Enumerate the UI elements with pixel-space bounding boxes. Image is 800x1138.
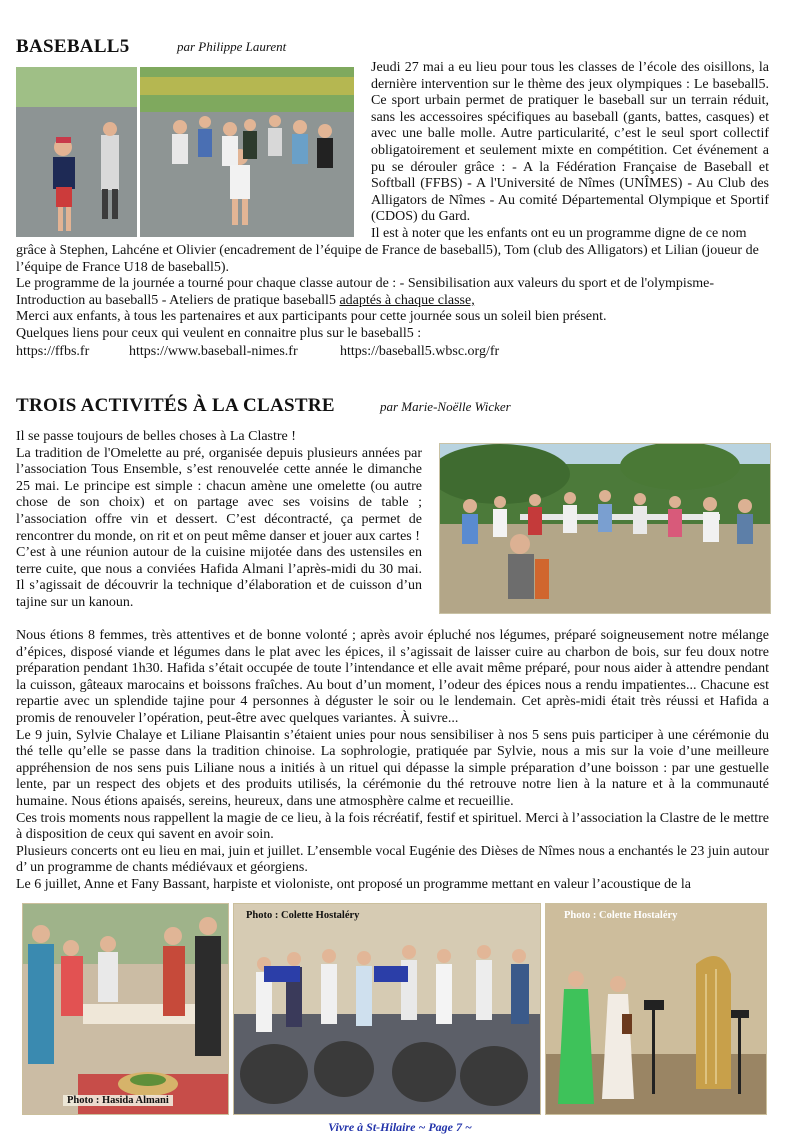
article1-paragraph-6: Quelques liens pour ceux qui veulent en connaitre plus sur le baseball5 : — [16, 325, 422, 341]
article2-omelette: La tradition de l'Omelette au pré, organisée depuis plusieurs années par l’association Tous Ensemble, s’est renouvelée cette année le dimanche 25 mai. Le principe est simple : chacun amène une omelette (ou autre chose de son choix) et on partage avec ses voisins de table ; l’association offre vin et dessert. C’est décontracté, ça permet de rencontrer du monde, on rit et on peut même danser et jouer aux cartes ! — [16, 445, 422, 544]
article2-tajine-intro: C’est à une réunion autour de la cuisine mijotée dans des ustensiles en terre cuite, que nous a conviées Hafida Almani l’après-midi du 30 mai. Il s’agissait de découvrir la technique d’élaboration et de cuisson d’un tajine sur un kanoun. — [16, 545, 422, 610]
article2-column — [16, 429, 422, 612]
photo-harp-violin — [545, 903, 767, 1115]
program-underlined: adaptés à chaque classe, — [339, 292, 475, 308]
link-baseball-nimes[interactable]: https://www.baseball-nimes.fr — [129, 344, 298, 359]
photo-child-baseball — [16, 67, 137, 237]
article2-intro: Il se passe toujours de belles choses à La Clastre ! — [16, 429, 296, 444]
article1-paragraph-4 — [16, 276, 769, 309]
article1-continued — [16, 243, 769, 343]
photo-tajine-cooking — [22, 903, 229, 1115]
article-title-baseball5: BASEBALL5 — [16, 36, 130, 57]
article2-concerts: Plusieurs concerts ont eu lieu en mai, juin et juillet. L’ensemble vocal Eugénie des Dièses de Nîmes nous a enchantés le 23 juin autour d’ un programme de chants médiévaux et géorgiens. — [16, 843, 769, 876]
page-footer: Vivre à St-Hilaire ~ Page 7 ~ — [328, 1120, 472, 1134]
article1-paragraph-3: grâce à Stephen, Lahcéne et Olivier (encadrement de l’équipe de France de baseball5), Tom (club des Alligators) et Lilian (joueur de l’équipe de France U18 de baseball5). — [16, 243, 759, 275]
article2-continued — [16, 628, 769, 894]
article1-paragraph-5: Merci aux enfants, à tous les partenaires et aux participants pour cette journée sous un soleil bien présent. — [16, 309, 607, 325]
program-text: Le programme de la journée a tourné pour chaque classe autour de : - Sensibilisation aux valeurs du sport et de l'olympisme- Introduction au baseball5 - Ateliers de pratique baseball5 — [16, 276, 715, 308]
link-baseball5-wbsc[interactable]: https://baseball5.wbsc.org/fr — [340, 344, 500, 359]
article2-tea-ceremony: Le 9 juin, Sylvie Chalaye et Liliane Plaisantin s’étaient unies pour nous sensibiliser à nos 5 sens puis participer à une cérémonie du thé telle qu’elle se passe dans la tradition chinoise. La sophrologie, pratiquée par Sylvie, nous a mis sur la voie d’une meilleure appréhension de nos sens puis Liliane nous a initiés à un rituel qui dépasse la simple préparation d’une boisson : par une gestuelle lente, par un respect des objets et des produits utilisés, la cérémonie du thé retrouve notre lien à la nature et à la communauté humaine. Nous étions apaisés, sereins, heureux, dans une atmosphère calme et recueillie. — [16, 727, 769, 809]
photo-omelette-meadow — [439, 443, 771, 614]
photo-choir — [233, 903, 541, 1115]
link-ffbs[interactable]: https://ffbs.fr — [16, 344, 90, 359]
article-byline-2: par Marie-Noëlle Wicker — [380, 399, 511, 414]
photo-credit-colette-2: Photo : Colette Hostaléry — [564, 910, 678, 921]
article2-harpist: Le 6 juillet, Anne et Fany Bassant, harpiste et violoniste, ont proposé un programme mettant en valeur l’acoustique de la — [16, 876, 691, 892]
photo-credit-hasida: Photo : Hasida Almani — [63, 1095, 173, 1106]
article2-magic: Ces trois moments nous rappellent la magie de ce lieu, à la fois récréatif, festif et spirituel. Merci à l’association la Clastre de le mettre à disposition de ceux qui savent en avoir soin. — [16, 810, 770, 843]
article1-paragraph-2: Il est à noter que les enfants ont eu un programme digne de ce nom — [371, 225, 747, 241]
article-byline: par Philippe Laurent — [177, 39, 287, 54]
article1-paragraph: Jeudi 27 mai a eu lieu pour tous les classes de l’école des oisillons, la dernière intervention sur le thème des jeux olympiques : Le baseball5. Ce sport urbain permet de pratiquer le baseball sur un terrain réduit, sans les accessoires spécifiques au baseball (gants, battes, casques) et avec une balle molle. Autre particularité, c’est le seul sport collectif obligatoirement et seulement mixte en compétition. Cet événement a pu se dérouler grâce : - A la Fédération Française de Baseball et Softball (FFBS) - A l'Université de Nîmes (UNÎMES) - Au Club des Alligators de Nîmes - Au comité Départemental Olympique et Sportif (CDOS) du Gard. — [371, 60, 769, 225]
photo-credit-colette-1: Photo : Colette Hostaléry — [242, 910, 363, 921]
article2-tajine: Nous étions 8 femmes, très attentives et de bonne volonté ; après avoir épluché nos légumes, préparé soigneusement notre mélange d’épices, disposé viande et légumes dans le plat avec les épices, il s’agissait de laisser cuire au charbon de bois, sur feu doux notre préparation pendant 1h30. Hafida s’était occupée de toute l’intendance et elle avait même préparé, pour nous aider à attendre pendant la cuisson, gâteaux marocains et boissons fraîches. Au bout d’un moment, l’odeur des épices nous a rendu impatientes... Chacune est repartie avec un splendide tajine pour 4 personnes à déguster le soir ou le lendemain. Cet après-midi était très réussi et Hafida a promis de renouveler l’opération, peut-être avec quelques variantes. À suivre... — [16, 628, 769, 726]
article1-column — [371, 60, 769, 243]
article-title-clastre: TROIS ACTIVITÉS À LA CLASTRE — [16, 395, 335, 416]
photo-children-group — [140, 67, 354, 237]
